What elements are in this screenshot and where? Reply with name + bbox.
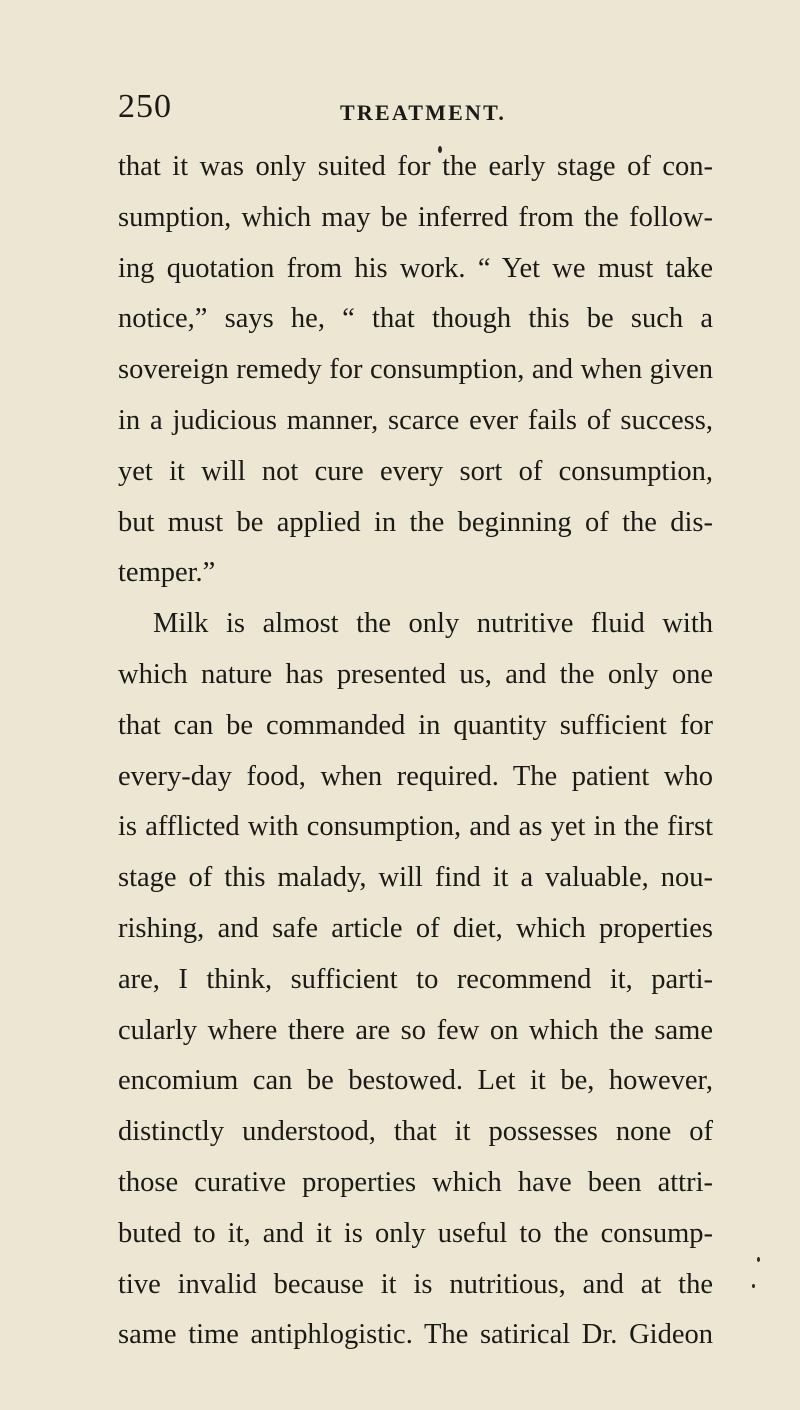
text-line-4: notice,” says he, “ that though this be such a (118, 303, 713, 335)
text-line-19: encomium can be bestowed. Let it be, however, (118, 1065, 713, 1097)
text-line-9: temper.” (118, 557, 216, 589)
text-line-7: yet it will not cure every sort of consumption, (118, 455, 713, 487)
text-line-15: stage of this malady, will find it a valuable, nou- (118, 862, 713, 894)
text-line-16: rishing, and safe article of diet, which properties (118, 912, 713, 944)
text-line-10: Milk is almost the only nutritive fluid with (153, 608, 713, 640)
running-head: TREATMENT. (340, 100, 507, 125)
text-line-17: are, I think, sufficient to recommend it, parti- (118, 963, 713, 995)
body-text (118, 142, 713, 1361)
text-line-23: tive invalid because it is nutritious, and at the (118, 1268, 713, 1300)
text-line-18: cularly where there are so few on which the same (118, 1014, 713, 1046)
text-line-14: is afflicted with consumption, and as yet in the first (118, 811, 713, 843)
text-line-11: which nature has presented us, and the only one (118, 658, 713, 690)
text-line-13: every-day food, when required. The patient who (118, 760, 713, 792)
text-line-24: same time antiphlogistic. The satirical Dr. Gideon (118, 1319, 713, 1351)
text-line-1: that it was only suited for the early stage of con- (118, 151, 713, 182)
text-line-5: sovereign remedy for consumption, and when given (118, 354, 713, 386)
ink-speck (752, 1284, 755, 1288)
text-line-3: ing quotation from his work. “ Yet we must take (118, 252, 713, 284)
page-number: 250 (118, 88, 172, 125)
text-line-2: sumption, which may be inferred from the follow- (118, 201, 713, 233)
text-line-12: that can be commanded in quantity sufficient for (118, 709, 713, 741)
text-line-22: buted to it, and it is only useful to the consump- (118, 1217, 713, 1249)
text-line-21: those curative properties which have been attri- (118, 1166, 713, 1198)
text-line-20: distinctly understood, that it possesses none of (118, 1116, 713, 1148)
ink-speck (757, 1257, 760, 1262)
page-header (118, 88, 713, 132)
text-line-6: in a judicious manner, scarce ever fails of success, (118, 404, 713, 436)
text-line-8: but must be applied in the beginning of the dis- (118, 506, 713, 538)
